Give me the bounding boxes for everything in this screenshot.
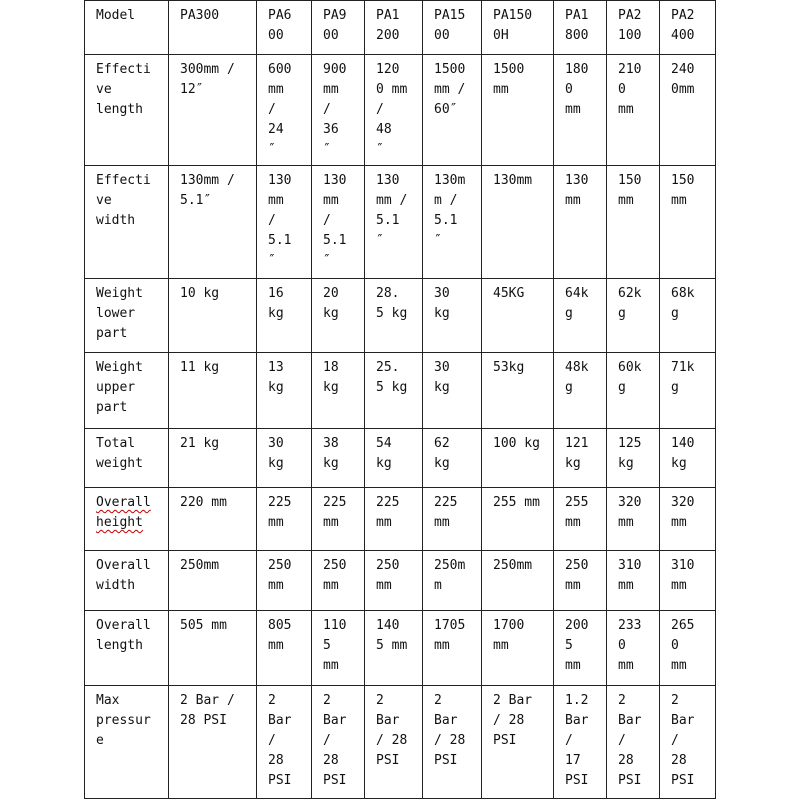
table-cell: 2 Bar / 28 PSI [607,686,660,799]
table-cell: 320 mm [607,488,660,551]
header-cell: PA150 0H [482,1,554,55]
table-cell: 310 mm [607,551,660,611]
header-cell: PA6 00 [257,1,312,55]
table-cell: 130m m / 5.1 ″ [423,166,482,279]
table-cell: 220 mm [169,488,257,551]
table-row [85,611,716,686]
header-cell: PA2 400 [660,1,716,55]
table-cell: 2 Bar / 28 PSI [365,686,423,799]
table-cell: 130mm [482,166,554,279]
table-cell: 180 0 mm [554,55,607,166]
header-cell: PA1 800 [554,1,607,55]
table-cell: 125 kg [607,429,660,488]
table-cell: 53kg [482,353,554,429]
table-cell: 60k g [607,353,660,429]
header-cell: PA15 00 [423,1,482,55]
table-cell: 210 0 mm [607,55,660,166]
row-label: Total weight [85,429,169,488]
table-cell: 121 kg [554,429,607,488]
table-cell: 250 mm [257,551,312,611]
table-cell: 233 0 mm [607,611,660,686]
table-cell: 225 mm [423,488,482,551]
table-cell: 250 mm [554,551,607,611]
table-cell: 10 kg [169,279,257,353]
header-cell: PA2 100 [607,1,660,55]
table-cell: 225 mm [312,488,365,551]
table-cell: 18 kg [312,353,365,429]
table-cell: 20 kg [312,279,365,353]
table-cell: 200 5 mm [554,611,607,686]
table-cell: 255 mm [482,488,554,551]
table-cell: 71k g [660,353,716,429]
table-cell: 54 kg [365,429,423,488]
table-cell: 30 kg [423,279,482,353]
table-cell: 250m m [423,551,482,611]
table-row [85,166,716,279]
table-cell: 1.2 Bar / 17 PSI [554,686,607,799]
table-cell: 11 kg [169,353,257,429]
table-cell: 240 0mm [660,55,716,166]
table-row [85,686,716,799]
table-row [85,429,716,488]
table-cell: 250mm [169,551,257,611]
table-cell: 2 Bar / 28 PSI [660,686,716,799]
table-cell: 255 mm [554,488,607,551]
table-cell: 310 mm [660,551,716,611]
header-row [85,1,716,55]
table-cell: 30 kg [257,429,312,488]
table-cell: 13 kg [257,353,312,429]
table-cell: 900 mm / 36 ″ [312,55,365,166]
table-cell: 140 5 mm [365,611,423,686]
row-label: Max pressur e [85,686,169,799]
header-label-model: Model [85,1,169,55]
row-label: Weight upper part [85,353,169,429]
table-cell: 600 mm / 24 ″ [257,55,312,166]
header-cell: PA1 200 [365,1,423,55]
table-cell: 805 mm [257,611,312,686]
table-cell: 505 mm [169,611,257,686]
spec-table [84,0,716,799]
row-label: Overall length [85,611,169,686]
table-cell: 300mm / 12″ [169,55,257,166]
table-cell: 38 kg [312,429,365,488]
spellcheck-word: Overall [96,495,151,510]
table-cell: 25. 5 kg [365,353,423,429]
table-cell: 2 Bar / 28 PSI [169,686,257,799]
table-cell: 320 mm [660,488,716,551]
table-cell: 250 mm [365,551,423,611]
table-cell: 2 Bar / 28 PSI [482,686,554,799]
table-cell: 62 kg [423,429,482,488]
table-cell: 110 5 mm [312,611,365,686]
table-cell: 150 mm [607,166,660,279]
spellcheck-word: height [96,515,143,530]
table-row [85,279,716,353]
table-cell: 265 0 mm [660,611,716,686]
table-cell: 30 kg [423,353,482,429]
row-label: Effecti ve length [85,55,169,166]
table-cell: 140 kg [660,429,716,488]
table-cell: 250mm [482,551,554,611]
table-cell: 225 mm [257,488,312,551]
table-cell: 2 Bar / 28 PSI [257,686,312,799]
row-label [85,488,169,551]
table-cell: 2 Bar / 28 PSI [423,686,482,799]
table-cell: 225 mm [365,488,423,551]
table-cell: 130 mm / 5.1 ″ [257,166,312,279]
table-cell: 1500 mm [482,55,554,166]
header-cell: PA9 00 [312,1,365,55]
row-label: Overall width [85,551,169,611]
table-cell: 48k g [554,353,607,429]
table-cell: 150 mm [660,166,716,279]
table-cell: 130 mm / 5.1 ″ [312,166,365,279]
row-label: Effecti ve width [85,166,169,279]
table-cell: 130 mm / 5.1 ″ [365,166,423,279]
table-cell: 130 mm [554,166,607,279]
table-cell: 68k g [660,279,716,353]
table-cell: 1705 mm [423,611,482,686]
table-cell: 28. 5 kg [365,279,423,353]
table-cell: 100 kg [482,429,554,488]
table-cell: 2 Bar / 28 PSI [312,686,365,799]
table-row [85,488,716,551]
table-cell: 1500 mm / 60″ [423,55,482,166]
table-cell: 45KG [482,279,554,353]
row-label: Weight lower part [85,279,169,353]
table-cell: 21 kg [169,429,257,488]
table-cell: 64k g [554,279,607,353]
table-cell: 120 0 mm / 48 ″ [365,55,423,166]
header-cell: PA300 [169,1,257,55]
table-cell: 62k g [607,279,660,353]
table-cell: 1700 mm [482,611,554,686]
table-row [85,55,716,166]
table-cell: 130mm / 5.1″ [169,166,257,279]
table-row [85,353,716,429]
table-cell: 250 mm [312,551,365,611]
table-row [85,551,716,611]
table-cell: 16 kg [257,279,312,353]
